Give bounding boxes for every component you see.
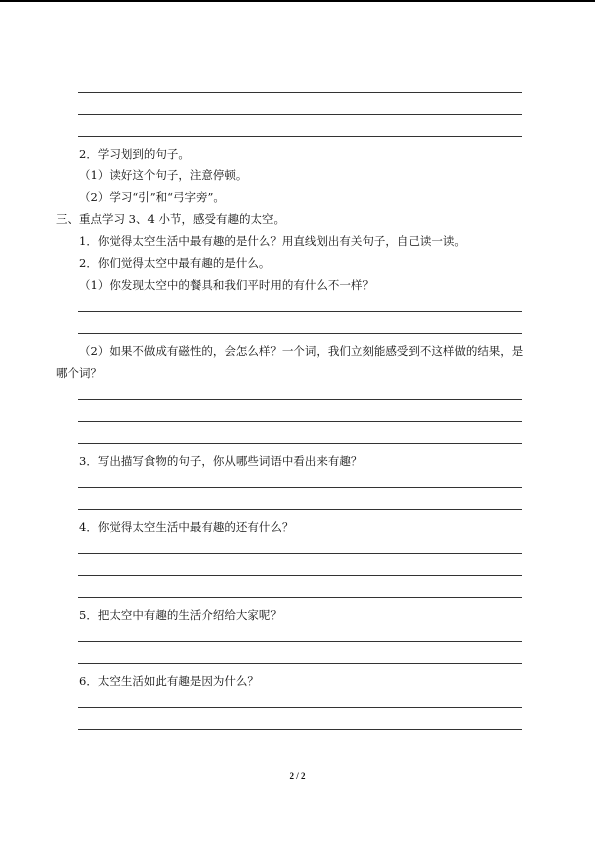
question-1: 1．你觉得太空生活中最有趣的是什么？用直线划出有关句子，自己读一读。 — [79, 234, 466, 248]
answer-line — [78, 707, 522, 708]
answer-line — [78, 443, 522, 444]
page-top-border — [0, 0, 595, 2]
answer-line — [78, 92, 522, 93]
question-5: 5．把太空中有趣的生活介绍给大家呢？ — [79, 608, 282, 622]
question-2-sub-2: （2）如果不做成有磁性的，会怎么样？一个词，我们立刻能感受到不这样做的结果，是 — [79, 344, 524, 358]
page-number: 2 / 2 — [289, 771, 306, 781]
answer-line — [78, 729, 522, 730]
question-3: 3．写出描写食物的句子，你从哪些词语中看出来有趣？ — [79, 454, 363, 468]
question-2: 2．你们觉得太空中最有趣的是什么。 — [79, 256, 271, 270]
answer-line — [78, 114, 522, 115]
item-2: 2．学习划到的句子。 — [79, 147, 190, 161]
question-2-sub-2-cont: 哪个词？ — [56, 366, 102, 380]
answer-line — [78, 487, 522, 488]
answer-line — [78, 421, 522, 422]
answer-line — [78, 399, 522, 400]
answer-line — [78, 509, 522, 510]
answer-line — [78, 641, 522, 642]
question-6: 6．太空生活如此有趣是因为什么？ — [79, 674, 259, 688]
answer-line — [78, 333, 522, 334]
item-2-sub-1: （1）读好这个句子，注意停顿。 — [79, 168, 248, 182]
item-2-sub-2: （2）学习“引”和“弓字旁”。 — [79, 190, 225, 204]
answer-line — [78, 311, 522, 312]
answer-line — [78, 597, 522, 598]
answer-line — [78, 136, 522, 137]
answer-line — [78, 553, 522, 554]
question-2-sub-1: （1）你发现太空中的餐具和我们平时用的有什么不一样？ — [79, 278, 374, 292]
answer-line — [78, 575, 522, 576]
question-4: 4．你觉得太空生活中最有趣的还有什么？ — [79, 520, 294, 534]
section-3-heading: 三、重点学习 3、4 小节，感受有趣的太空。 — [56, 212, 285, 226]
answer-line — [78, 663, 522, 664]
